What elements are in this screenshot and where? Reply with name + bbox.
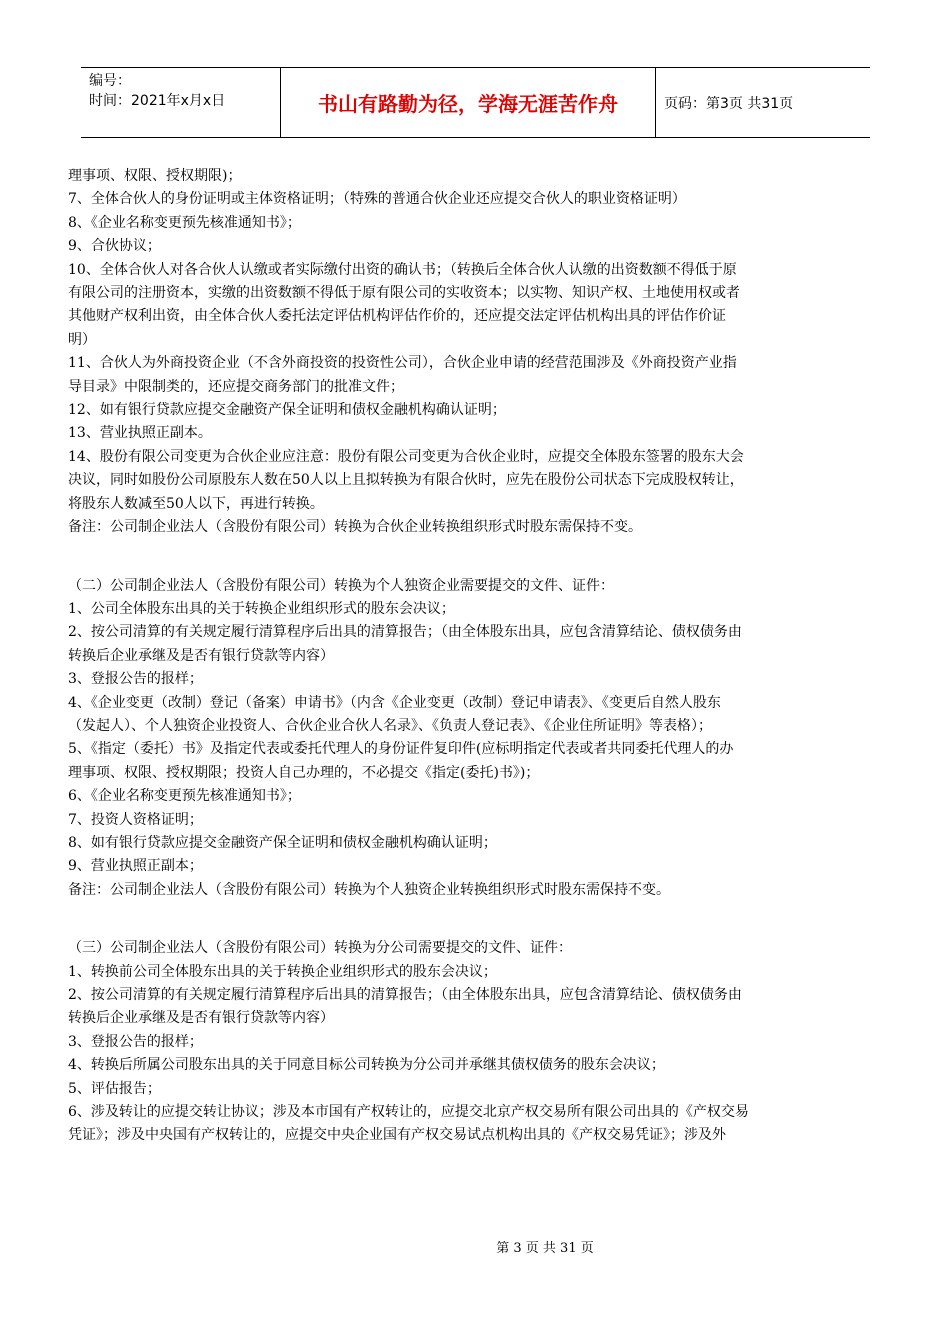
text-line: 将股东人数减至50人以下，再进行转换。 bbox=[68, 495, 324, 512]
text-line: 1、公司全体股东出具的关于转换企业组织形式的股东会决议； bbox=[68, 600, 455, 617]
text-line: 5、《指定（委托）书》及指定代表或委托代理人的身份证件复印件(应标明指定代表或者共同委托代理人的办 bbox=[68, 741, 734, 758]
text-line: （二）公司制企业法人（含股份有限公司）转换为个人独资企业需要提交的文件、证件： bbox=[68, 577, 614, 594]
paragraph-gap bbox=[68, 902, 888, 937]
paragraph-gap bbox=[68, 540, 888, 575]
text-line: 13、营业执照正副本。 bbox=[68, 425, 212, 442]
text-line: 3、登报公告的报样； bbox=[68, 671, 203, 688]
text-line: 其他财产权利出资，由全体合伙人委托法定评估机构评估作价的，还应提交法定评估机构出具的评估作价证 bbox=[68, 308, 726, 325]
page-footer: 第 3 页 共 31 页 bbox=[496, 1241, 594, 1256]
text-line: 11、合伙人为外商投资企业（不含外商投资的投资性公司），合伙企业申请的经营范围涉及《外商投资产业指 bbox=[68, 355, 737, 372]
text-line: 2、按公司清算的有关规定履行清算程序后出具的清算报告；（由全体股东出具，应包含清算结论、债权债务由 bbox=[68, 987, 742, 1003]
text-line: 12、如有银行贷款应提交金融资产保全证明和债权金融机构确认证明； bbox=[68, 402, 506, 419]
text-line: 转换后企业承继及是否有银行贷款等内容） bbox=[68, 647, 334, 664]
text-line: 6、涉及转让的应提交转让协议；涉及本市国有产权转让的，应提交北京产权交易所有限公司出具的《产权交易 bbox=[68, 1104, 749, 1121]
text-line: 转换后企业承继及是否有银行贷款等内容） bbox=[68, 1010, 334, 1027]
header-motto: 书山有路勤为径，学海无涯苦作舟 bbox=[281, 68, 656, 137]
text-line: 2、按公司清算的有关规定履行清算程序后出具的清算报告；（由全体股东出具，应包含清算结论、债权债务由 bbox=[68, 624, 742, 641]
text-line: 10、全体合伙人对各合伙人认缴或者实际缴付出资的确认书；（转换后全体合伙人认缴的出资数额不得低于原 bbox=[68, 261, 737, 278]
text-line: 3、登报公告的报样； bbox=[68, 1033, 203, 1050]
text-line: 9、合伙协议； bbox=[68, 238, 161, 255]
text-line: 7、全体合伙人的身份证明或主体资格证明；（特殊的普通合伙企业还应提交合伙人的职业资格证明） bbox=[68, 191, 686, 208]
text-line: 理事项、权限、授权期限)； bbox=[68, 168, 242, 184]
text-line: （三）公司制企业法人（含股份有限公司）转换为分公司需要提交的文件、证件： bbox=[68, 940, 572, 957]
text-line: 备注：公司制企业法人（含股份有限公司）转换为合伙企业转换组织形式时股东需保持不变。 bbox=[68, 519, 642, 536]
text-line: 9、营业执照正副本； bbox=[68, 858, 203, 875]
text-line: 8、如有银行贷款应提交金融资产保全证明和债权金融机构确认证明； bbox=[68, 834, 497, 851]
text-line: 决议，同时如股份公司原股东人数在50人以上且拟转换为有限合伙时，应先在股份公司状态下完成股权转让， bbox=[68, 472, 744, 489]
text-line: （发起人）、个人独资企业投资人、合伙企业合伙人名录》、《负责人登记表》、《企业住所证明》等表格）； bbox=[68, 717, 712, 734]
header-page-number: 页码：第3页 共31页 bbox=[664, 95, 794, 112]
text-line: 5、评估报告； bbox=[68, 1080, 161, 1097]
header-meta bbox=[81, 68, 281, 137]
page-header bbox=[81, 67, 870, 138]
text-line: 备注：公司制企业法人（含股份有限公司）转换为个人独资企业转换组织形式时股东需保持不变。 bbox=[68, 881, 670, 898]
text-line: 14、股份有限公司变更为合伙企业应注意：股份有限公司变更为合伙企业时，应提交全体股东签署的股东大会 bbox=[68, 448, 744, 465]
text-line: 4、《企业变更（改制）登记（备案）申请书》（内含《企业变更（改制）登记申请表》、《变更后自然人股东 bbox=[68, 694, 721, 711]
text-line: 导目录》中限制类的，还应提交商务部门的批准文件； bbox=[68, 378, 404, 395]
text-line: 8、《企业名称变更预先核准通知书》； bbox=[68, 214, 301, 231]
text-line: 有限公司的注册资本，实缴的出资数额不得低于原有限公司的实收资本；以实物、知识产权、土地使用权或者 bbox=[68, 285, 740, 302]
text-line: 6、《企业名称变更预先核准通知书》； bbox=[68, 788, 301, 805]
document-body bbox=[68, 165, 888, 1148]
text-line: 1、转换前公司全体股东出具的关于转换企业组织形式的股东会决议； bbox=[68, 963, 497, 980]
text-line: 明） bbox=[68, 331, 96, 348]
text-line: 4、转换后所属公司股东出具的关于同意目标公司转换为分公司并承继其债权债务的股东会决议； bbox=[68, 1057, 665, 1074]
date-label: 时间：2021年x月x日 bbox=[89, 93, 226, 109]
text-line: 7、投资人资格证明； bbox=[68, 811, 203, 828]
number-label: 编号： bbox=[89, 73, 131, 89]
text-line: 理事项、权限、授权期限；投资人自己办理的，不必提交《指定(委托)书》)； bbox=[68, 764, 540, 781]
text-line: 凭证》；涉及中央国有产权转让的，应提交中央企业国有产权交易试点机构出具的《产权交易凭证》；涉及外 bbox=[68, 1127, 726, 1144]
